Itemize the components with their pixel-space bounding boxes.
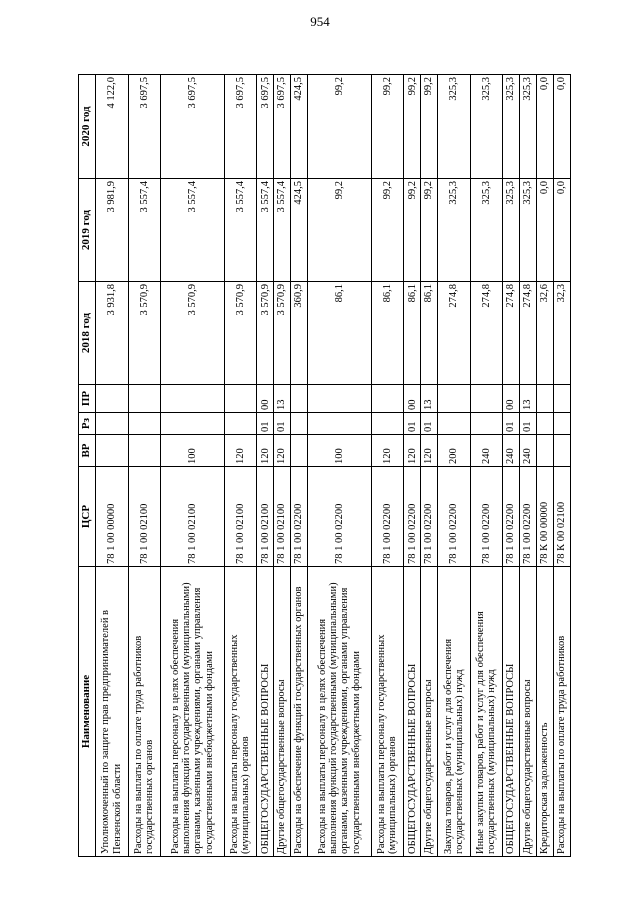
table-row bbox=[274, 75, 291, 857]
cell-csr: 78 1 00 02200 bbox=[520, 467, 537, 567]
cell-2018: 86,1 bbox=[371, 282, 404, 385]
cell-pr bbox=[224, 385, 257, 413]
cell-pr bbox=[553, 385, 570, 413]
header-2019: 2019 год bbox=[79, 179, 96, 282]
cell-vr: 240 bbox=[520, 435, 537, 467]
cell-2018: 3 570,9 bbox=[224, 282, 257, 385]
cell-vr: 120 bbox=[224, 435, 257, 467]
cell-name: ОБЩЕГОСУДАРСТВЕННЫЕ ВОПРОСЫ bbox=[404, 567, 421, 857]
cell-pr: 00 bbox=[503, 385, 520, 413]
cell-rz bbox=[224, 413, 257, 435]
cell-2020: 424,5 bbox=[291, 75, 308, 179]
cell-vr bbox=[128, 435, 161, 467]
cell-vr: 120 bbox=[421, 435, 438, 467]
cell-csr: 78 1 00 02100 bbox=[161, 467, 225, 567]
cell-name: Другие общегосударственные вопросы bbox=[421, 567, 438, 857]
cell-pr: 00 bbox=[404, 385, 421, 413]
cell-vr: 100 bbox=[308, 435, 372, 467]
cell-rz: 01 bbox=[503, 413, 520, 435]
cell-2018: 86,1 bbox=[404, 282, 421, 385]
table-row bbox=[536, 75, 553, 857]
cell-name: Расходы на обеспечение функций государственных органов bbox=[291, 567, 308, 857]
table-row bbox=[520, 75, 537, 857]
cell-vr bbox=[553, 435, 570, 467]
cell-2019: 3 557,4 bbox=[128, 179, 161, 282]
cell-2018: 274,8 bbox=[470, 282, 503, 385]
cell-2018: 3 570,9 bbox=[128, 282, 161, 385]
cell-2020: 99,2 bbox=[421, 75, 438, 179]
cell-rz: 01 bbox=[404, 413, 421, 435]
cell-csr: 78 1 00 02200 bbox=[421, 467, 438, 567]
cell-csr: 78 К 00 00000 bbox=[536, 467, 553, 567]
cell-rz: 01 bbox=[274, 413, 291, 435]
header-rz: Рз bbox=[79, 413, 96, 435]
cell-name: ОБЩЕГОСУДАРСТВЕННЫЕ ВОПРОСЫ bbox=[503, 567, 520, 857]
cell-rz bbox=[470, 413, 503, 435]
cell-name: Расходы на выплаты по оплате труда работников государственных органов bbox=[128, 567, 161, 857]
cell-2018: 32,3 bbox=[553, 282, 570, 385]
cell-2019: 325,3 bbox=[503, 179, 520, 282]
cell-2020: 325,3 bbox=[470, 75, 503, 179]
cell-rz bbox=[553, 413, 570, 435]
cell-csr: 78 1 00 00000 bbox=[96, 467, 129, 567]
budget-table bbox=[78, 74, 571, 857]
cell-2018: 3 570,9 bbox=[161, 282, 225, 385]
cell-pr bbox=[96, 385, 129, 413]
cell-pr bbox=[470, 385, 503, 413]
cell-2019: 325,3 bbox=[438, 179, 471, 282]
cell-csr: 78 К 00 02100 bbox=[553, 467, 570, 567]
cell-2020: 4 122,0 bbox=[96, 75, 129, 179]
cell-2020: 3 697,5 bbox=[224, 75, 257, 179]
cell-2019: 99,2 bbox=[371, 179, 404, 282]
cell-pr bbox=[128, 385, 161, 413]
table-row bbox=[161, 75, 225, 857]
cell-csr: 78 1 00 02100 bbox=[224, 467, 257, 567]
cell-2019: 3 557,4 bbox=[161, 179, 225, 282]
cell-pr bbox=[371, 385, 404, 413]
table-row bbox=[421, 75, 438, 857]
cell-2018: 3 931,8 bbox=[96, 282, 129, 385]
header-2020: 2020 год bbox=[79, 75, 96, 179]
table-row bbox=[128, 75, 161, 857]
cell-2018: 86,1 bbox=[421, 282, 438, 385]
cell-rz: 01 bbox=[421, 413, 438, 435]
cell-2019: 3 557,4 bbox=[274, 179, 291, 282]
cell-vr: 120 bbox=[371, 435, 404, 467]
cell-2020: 99,2 bbox=[371, 75, 404, 179]
cell-rz bbox=[308, 413, 372, 435]
cell-name: Другие общегосударственные вопросы bbox=[520, 567, 537, 857]
cell-vr bbox=[291, 435, 308, 467]
cell-pr bbox=[438, 385, 471, 413]
cell-pr: 13 bbox=[274, 385, 291, 413]
header-2018: 2018 год bbox=[79, 282, 96, 385]
cell-2019: 0,0 bbox=[536, 179, 553, 282]
cell-2019: 325,3 bbox=[470, 179, 503, 282]
cell-pr: 00 bbox=[257, 385, 274, 413]
cell-2020: 3 697,5 bbox=[161, 75, 225, 179]
cell-vr bbox=[96, 435, 129, 467]
table-row bbox=[96, 75, 129, 857]
cell-vr: 120 bbox=[257, 435, 274, 467]
cell-2020: 0,0 bbox=[553, 75, 570, 179]
table-row bbox=[224, 75, 257, 857]
cell-rz bbox=[371, 413, 404, 435]
cell-csr: 78 1 00 02200 bbox=[470, 467, 503, 567]
header-csr: ЦСР bbox=[79, 467, 96, 567]
cell-rz: 01 bbox=[520, 413, 537, 435]
cell-2019: 0,0 bbox=[553, 179, 570, 282]
table-row bbox=[553, 75, 570, 857]
cell-rz bbox=[96, 413, 129, 435]
cell-csr: 78 1 00 02200 bbox=[438, 467, 471, 567]
cell-csr: 78 1 00 02100 bbox=[128, 467, 161, 567]
cell-pr: 13 bbox=[520, 385, 537, 413]
cell-rz: 01 bbox=[257, 413, 274, 435]
cell-csr: 78 1 00 02200 bbox=[308, 467, 372, 567]
table-row bbox=[438, 75, 471, 857]
cell-csr: 78 1 00 02200 bbox=[371, 467, 404, 567]
cell-2018: 32,6 bbox=[536, 282, 553, 385]
cell-name: Кредиторская задолженность bbox=[536, 567, 553, 857]
cell-name: ОБЩЕГОСУДАРСТВЕННЫЕ ВОПРОСЫ bbox=[257, 567, 274, 857]
header-row bbox=[79, 75, 96, 857]
table-row bbox=[503, 75, 520, 857]
cell-csr: 78 1 00 02200 bbox=[503, 467, 520, 567]
cell-2020: 3 697,5 bbox=[128, 75, 161, 179]
cell-rz bbox=[536, 413, 553, 435]
cell-pr bbox=[291, 385, 308, 413]
table-row bbox=[291, 75, 308, 857]
table-row bbox=[371, 75, 404, 857]
cell-2019: 3 557,4 bbox=[257, 179, 274, 282]
cell-name: Другие общегосударственные вопросы bbox=[274, 567, 291, 857]
cell-vr: 200 bbox=[438, 435, 471, 467]
cell-2018: 3 570,9 bbox=[257, 282, 274, 385]
cell-2020: 99,2 bbox=[404, 75, 421, 179]
cell-name: Расходы на выплаты персоналу в целях обеспечения выполнения функций государственными (муниципальными) органами, казенными учреждениями, органами управления государственными внебюджетными фондами bbox=[161, 567, 225, 857]
cell-name: Расходы на выплаты по оплате труда работников bbox=[553, 567, 570, 857]
cell-name: Расходы на выплаты персоналу государственных (муниципальных) органов bbox=[224, 567, 257, 857]
cell-rz bbox=[291, 413, 308, 435]
cell-vr: 240 bbox=[470, 435, 503, 467]
cell-2020: 325,3 bbox=[503, 75, 520, 179]
cell-2019: 99,2 bbox=[421, 179, 438, 282]
cell-2019: 99,2 bbox=[308, 179, 372, 282]
cell-pr bbox=[308, 385, 372, 413]
cell-2019: 424,5 bbox=[291, 179, 308, 282]
cell-rz bbox=[161, 413, 225, 435]
cell-2018: 274,8 bbox=[503, 282, 520, 385]
cell-2018: 274,8 bbox=[438, 282, 471, 385]
budget-table-container bbox=[78, 75, 571, 857]
header-vr: ВР bbox=[79, 435, 96, 467]
cell-2020: 325,3 bbox=[520, 75, 537, 179]
cell-2018: 274,8 bbox=[520, 282, 537, 385]
cell-pr bbox=[536, 385, 553, 413]
cell-rz bbox=[438, 413, 471, 435]
cell-2019: 99,2 bbox=[404, 179, 421, 282]
cell-csr: 78 1 00 02100 bbox=[274, 467, 291, 567]
cell-2019: 325,3 bbox=[520, 179, 537, 282]
cell-2020: 3 697,5 bbox=[274, 75, 291, 179]
cell-name: Иные закупки товаров, работ и услуг для обеспечения государственных (муниципальных) нужд bbox=[470, 567, 503, 857]
cell-name: Расходы на выплаты персоналу государственных (муниципальных) органов bbox=[371, 567, 404, 857]
cell-2018: 360,9 bbox=[291, 282, 308, 385]
cell-vr bbox=[536, 435, 553, 467]
cell-name: Уполномоченный по защите прав предпринимателей в Пензенской области bbox=[96, 567, 129, 857]
cell-2020: 0,0 bbox=[536, 75, 553, 179]
cell-name: Расходы на выплаты персоналу в целях обеспечения выполнения функций государственными (муниципальными) органами, казенными учреждениями, органами управления государственными внебюджетными фондами bbox=[308, 567, 372, 857]
cell-2018: 3 570,9 bbox=[274, 282, 291, 385]
cell-2019: 3 981,9 bbox=[96, 179, 129, 282]
table-row bbox=[404, 75, 421, 857]
cell-rz bbox=[128, 413, 161, 435]
cell-2018: 86,1 bbox=[308, 282, 372, 385]
cell-2020: 325,3 bbox=[438, 75, 471, 179]
table-row bbox=[470, 75, 503, 857]
table-row bbox=[257, 75, 274, 857]
cell-2020: 3 697,5 bbox=[257, 75, 274, 179]
cell-vr: 120 bbox=[404, 435, 421, 467]
cell-2019: 3 557,4 bbox=[224, 179, 257, 282]
cell-pr: 13 bbox=[421, 385, 438, 413]
cell-vr: 100 bbox=[161, 435, 225, 467]
header-name: Наименование bbox=[79, 567, 96, 857]
cell-csr: 78 1 00 02200 bbox=[404, 467, 421, 567]
cell-name: Закупка товаров, работ и услуг для обеспечения государственных (муниципальных) нужд bbox=[438, 567, 471, 857]
header-pr: ПР bbox=[79, 385, 96, 413]
cell-pr bbox=[161, 385, 225, 413]
cell-vr: 120 bbox=[274, 435, 291, 467]
cell-csr: 78 1 00 02200 bbox=[291, 467, 308, 567]
cell-2020: 99,2 bbox=[308, 75, 372, 179]
cell-csr: 78 1 00 02100 bbox=[257, 467, 274, 567]
cell-vr: 240 bbox=[503, 435, 520, 467]
table-row bbox=[308, 75, 372, 857]
page-number: 954 bbox=[310, 14, 330, 29]
